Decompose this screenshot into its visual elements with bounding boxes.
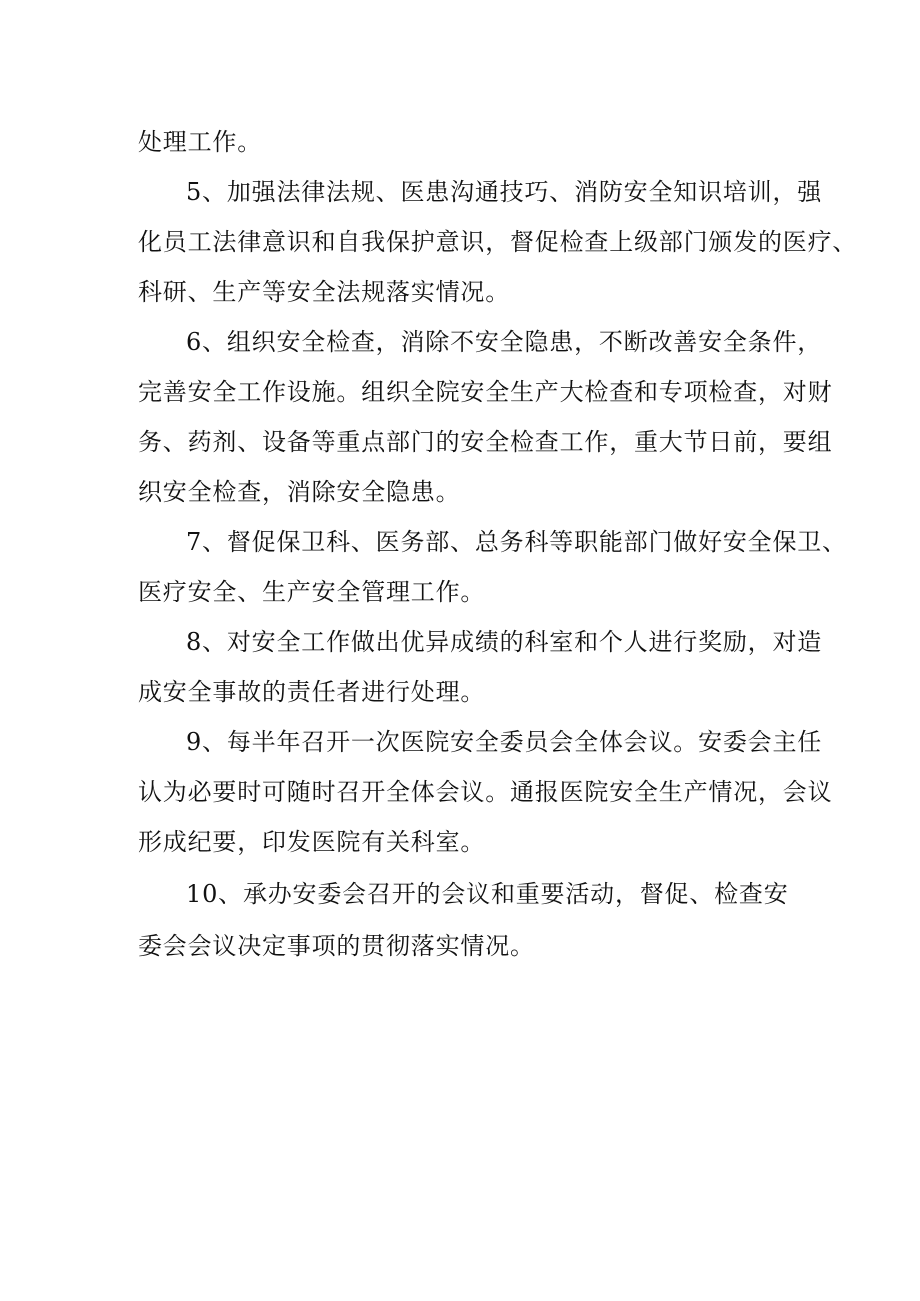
text-line: 8、对安全工作做出优异成绩的科室和个人进行奖励，对造 <box>186 628 823 656</box>
text-line: 织安全检查，消除安全隐患。 <box>138 478 461 506</box>
text-line: 5、加强法律法规、医患沟通技巧、消防安全知识培训，强 <box>186 178 823 206</box>
text-line: 7、督促保卫科、医务部、总务科等职能部门做好安全保卫、 <box>186 528 847 556</box>
text-line: 成安全事故的责任者进行处理。 <box>138 678 486 706</box>
text-line: 医疗安全、生产安全管理工作。 <box>138 578 486 606</box>
text-line: 化员工法律意识和自我保护意识，督促检查上级部门颁发的医疗、 <box>138 228 858 256</box>
text-line: 科研、生产等安全法规落实情况。 <box>138 278 510 306</box>
text-line: 完善安全工作设施。组织全院安全生产大检查和专项检查，对财 <box>138 378 833 406</box>
text-line: 处理工作。 <box>138 128 262 156</box>
text-line: 10、承办安委会召开的会议和重要活动，督促、检查安 <box>186 880 789 908</box>
text-line: 形成纪要，印发医院有关科室。 <box>138 828 486 856</box>
text-line: 6、组织安全检查，消除不安全隐患，不断改善安全条件， <box>186 328 823 356</box>
text-line: 认为必要时可随时召开全体会议。通报医院安全生产情况，会议 <box>138 778 833 806</box>
text-line: 9、每半年召开一次医院安全委员会全体会议。安委会主任 <box>186 728 823 756</box>
text-line: 务、药剂、设备等重点部门的安全检查工作，重大节日前，要组 <box>138 428 833 456</box>
text-line: 委会会议决定事项的贯彻落实情况。 <box>138 932 535 960</box>
